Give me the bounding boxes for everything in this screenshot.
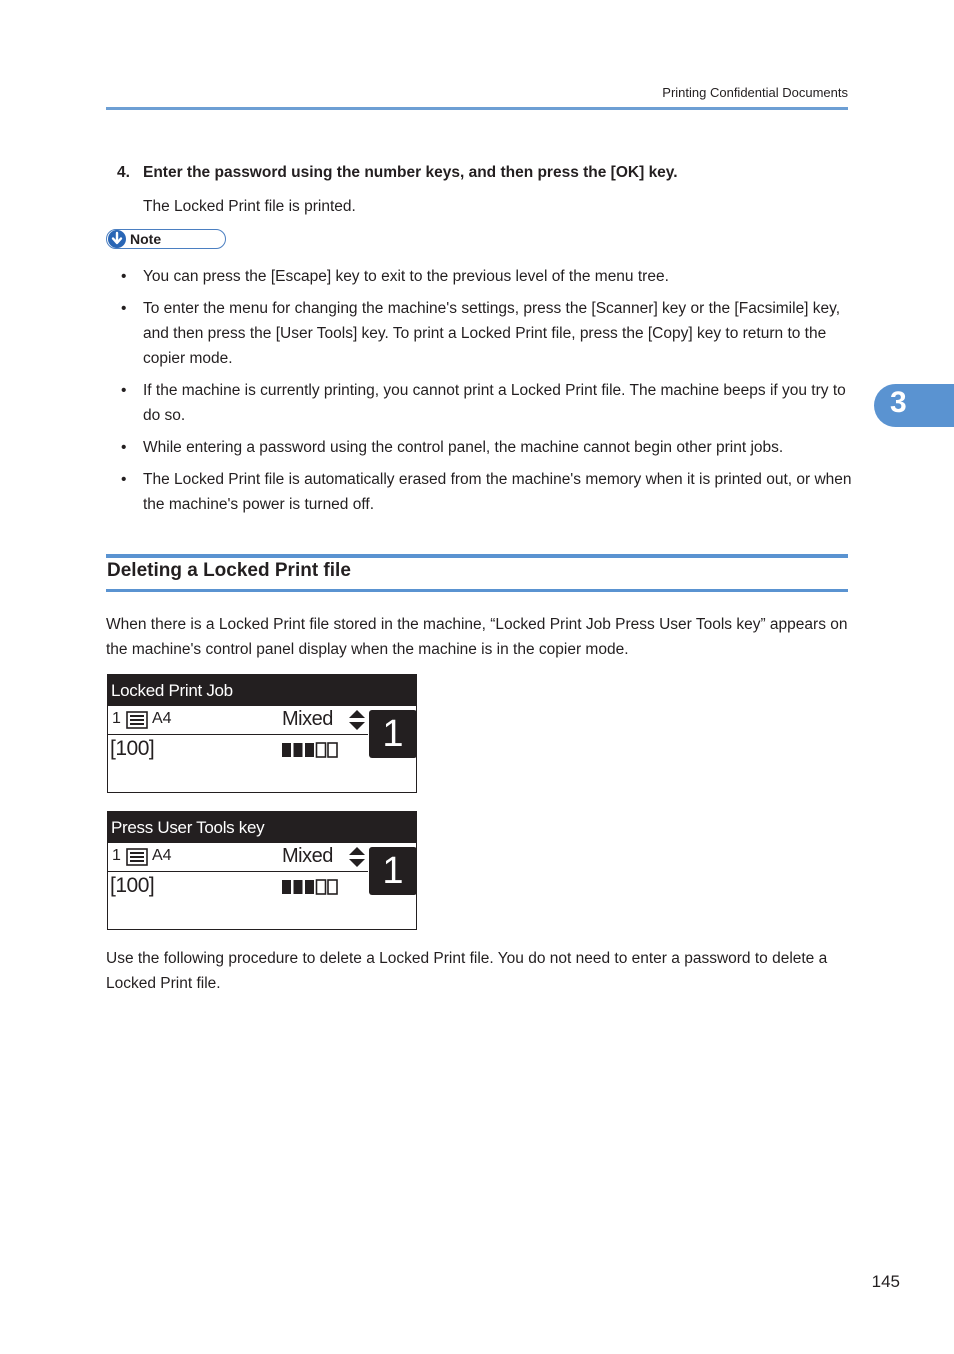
list-item: • The Locked Print file is automatically erased from the machine's memory when it is printed out, or when the machine's power is turned off. (117, 467, 852, 517)
density-block-filled (282, 743, 291, 757)
density-block-empty (317, 880, 326, 894)
density-block-empty (328, 880, 337, 894)
copy-count: 1 (369, 710, 417, 758)
section-top-rule (106, 554, 848, 558)
display-status-row (108, 706, 368, 735)
density-block-filled (294, 743, 303, 757)
original-type: Mixed (282, 708, 333, 730)
header-rule (106, 107, 848, 110)
display-status-row (108, 843, 368, 872)
copy-quantity: [100] (110, 874, 155, 897)
tray-number: 1 (112, 847, 121, 864)
step-4 (117, 164, 678, 182)
section-intro: When there is a Locked Print file stored in the machine, “Locked Print Job Press User Tools key” appears on the machine's control panel display when the machine is in the copier mode. (106, 616, 848, 658)
density-block-empty (317, 743, 326, 757)
section-outro: Use the following procedure to delete a Locked Print file. You do not need to enter a password to delete a Locked Print file. (106, 950, 828, 992)
step-result: The Locked Print file is printed. (143, 198, 356, 215)
list-item: • While entering a password using the control panel, the machine cannot begin other print jobs. (117, 435, 852, 460)
page-number: 145 (871, 1272, 900, 1291)
bullet-icon: • (121, 382, 127, 399)
paper-tray-icon (126, 848, 148, 871)
display-message: Locked Print Job (108, 675, 416, 706)
running-header: Printing Confidential Documents (662, 85, 848, 100)
copy-count: 1 (369, 847, 417, 895)
bullet-icon: • (121, 268, 127, 285)
density-indicator (281, 742, 339, 763)
list-item: • You can press the [Escape] key to exit to the previous level of the menu tree. (117, 264, 852, 289)
section-bottom-rule (106, 589, 848, 592)
up-down-arrow-icon (348, 709, 366, 736)
density-block-filled (305, 743, 314, 757)
chapter-number: 3 (890, 386, 907, 419)
density-indicator (281, 879, 339, 900)
control-panel-display-1 (107, 674, 417, 793)
note-label: Note (130, 231, 162, 247)
tray-number: 1 (112, 710, 121, 727)
paper-size: A4 (152, 710, 172, 727)
control-panel-display-2 (107, 811, 417, 930)
density-block-filled (305, 880, 314, 894)
display-message: Press User Tools key (108, 812, 416, 843)
paper-tray-icon (126, 711, 148, 734)
section-title: Deleting a Locked Print file (107, 560, 351, 581)
list-item: • To enter the menu for changing the machine's settings, press the [Scanner] key or the [Facsimile] key, and then press the [User Tools] key. To print a Locked Print file, press the [Copy] key to return to the copier mode. (117, 296, 852, 371)
up-down-arrow-icon (348, 846, 366, 873)
copy-quantity: [100] (110, 737, 155, 760)
step-instruction: Enter the password using the number keys, and then press the [OK] key. (143, 164, 678, 181)
chapter-tab (874, 384, 954, 427)
bullet-icon: • (121, 300, 127, 317)
density-block-empty (328, 743, 337, 757)
note-badge (106, 229, 226, 249)
bullet-icon: • (121, 439, 127, 456)
note-list (117, 264, 852, 524)
bullet-icon: • (121, 471, 127, 488)
density-block-filled (294, 880, 303, 894)
step-number: 4. (117, 164, 130, 181)
paper-size: A4 (152, 847, 172, 864)
list-item: • If the machine is currently printing, you cannot print a Locked Print file. The machine beeps if you try to do so. (117, 378, 852, 428)
density-block-filled (282, 880, 291, 894)
arrow-down-icon (108, 230, 126, 248)
original-type: Mixed (282, 845, 333, 867)
